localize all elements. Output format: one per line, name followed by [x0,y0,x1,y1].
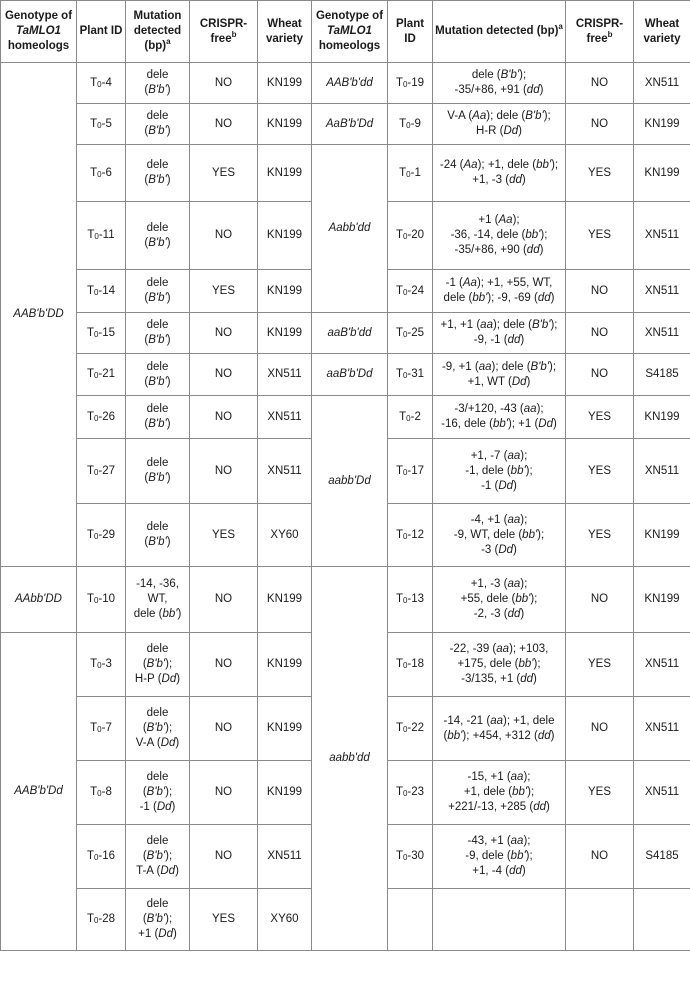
plant-id-cell: T0-26 [77,396,126,439]
mutation-cell: dele (B'b') [126,396,190,439]
mutation-cell: dele (B'b'); -35/+86, +91 (dd) [433,63,566,104]
variety-cell: XN511 [258,825,312,889]
mutation-cell: dele (B'b') [126,313,190,354]
table-row [1,145,690,202]
variety-cell: S4185 [634,825,690,889]
mutation-cell: -4, +1 (aa); -9, WT, dele (bb'); -3 (Dd) [433,504,566,567]
crispr-free-cell: NO [190,633,258,697]
crispr-free-cell: NO [566,270,634,313]
mutation-cell: -3/+120, -43 (aa); -16, dele (bb'); +1 (Dd) [433,396,566,439]
plant-id-cell: T0-1 [388,145,433,202]
crispr-free-cell: NO [566,104,634,145]
variety-cell: XY60 [258,889,312,951]
plant-id-cell: T0-9 [388,104,433,145]
variety-cell: KN199 [258,63,312,104]
plant-id-cell: T0-7 [77,697,126,761]
mutation-cell: -15, +1 (aa); +1, dele (bb'); +221/-13, +285 (dd) [433,761,566,825]
plant-id-cell: T0-14 [77,270,126,313]
genotype-cell: AAB'b'DD [1,63,77,567]
variety-cell: XN511 [634,439,690,504]
variety-cell: KN199 [258,202,312,270]
genotype-cell: AAB'b'Dd [1,633,77,951]
mutation-cell: +1, -3 (aa); +55, dele (bb'); -2, -3 (dd) [433,567,566,633]
plant-id-cell: T0-12 [388,504,433,567]
variety-cell: KN199 [634,396,690,439]
variety-cell: KN199 [634,104,690,145]
variety-cell: KN199 [258,761,312,825]
mutation-cell: V-A (Aa); dele (B'b'); H-R (Dd) [433,104,566,145]
variety-cell: KN199 [258,567,312,633]
table-row [1,313,690,354]
genotype-cell: aaB'b'Dd [312,354,388,396]
plant-id-cell: T0-18 [388,633,433,697]
crispr-free-cell: NO [566,825,634,889]
crispr-free-cell: NO [566,697,634,761]
variety-cell: KN199 [634,504,690,567]
empty-cell [433,889,566,951]
plant-id-cell: T0-8 [77,761,126,825]
mutation-cell: -1 (Aa); +1, +55, WT, dele (bb'); -9, -69 (dd) [433,270,566,313]
mutation-cell: dele (B'b'); -1 (Dd) [126,761,190,825]
plant-id-cell: T0-10 [77,567,126,633]
variety-cell: KN199 [258,313,312,354]
mutation-cell: -22, -39 (aa); +103, +175, dele (bb'); -3/135, +1 (dd) [433,633,566,697]
variety-cell: XN511 [634,270,690,313]
table-row [1,396,690,439]
empty-cell [634,889,690,951]
crispr-free-cell: YES [566,761,634,825]
plant-id-cell: T0-25 [388,313,433,354]
genotype-cell: AaB'b'Dd [312,104,388,145]
variety-cell: XN511 [634,63,690,104]
plant-id-cell: T0-6 [77,145,126,202]
crispr-free-cell: YES [566,202,634,270]
genotype-cell: AAbb'DD [1,567,77,633]
crispr-free-cell: NO [566,354,634,396]
crispr-free-cell: NO [190,202,258,270]
variety-cell: KN199 [258,270,312,313]
genotype-cell: Aabb'dd [312,145,388,313]
crispr-free-cell: NO [190,104,258,145]
mutation-cell: -24 (Aa); +1, dele (bb'); +1, -3 (dd) [433,145,566,202]
genotype-cell: aaB'b'dd [312,313,388,354]
crispr-free-cell: NO [190,313,258,354]
plant-id-cell: T0-22 [388,697,433,761]
header-variety: Wheat variety [634,1,690,63]
header-plant-id: Plant ID [77,1,126,63]
plant-id-cell: T0-17 [388,439,433,504]
genotype-cell: aabb'Dd [312,396,388,567]
mutation-cell: dele (B'b') [126,63,190,104]
crispr-free-cell: YES [190,270,258,313]
variety-cell: KN199 [258,633,312,697]
table-row [1,354,690,396]
mutation-cell: dele (B'b') [126,270,190,313]
variety-cell: XN511 [634,313,690,354]
mutation-cell: dele (B'b'); T-A (Dd) [126,825,190,889]
crispr-free-cell: NO [190,439,258,504]
header-crispr-free: CRISPR-free$^b$ [190,1,258,63]
plant-id-cell: T0-28 [77,889,126,951]
variety-cell: XY60 [258,504,312,567]
crispr-free-cell: NO [190,396,258,439]
plant-id-cell: T0-3 [77,633,126,697]
crispr-free-cell: YES [566,145,634,202]
crispr-free-cell: YES [190,889,258,951]
plant-id-cell: T0-30 [388,825,433,889]
table-row [1,63,690,104]
plant-id-cell: T0-11 [77,202,126,270]
variety-cell: XN511 [634,761,690,825]
variety-cell: XN511 [634,697,690,761]
mutation-cell: dele (B'b') [126,145,190,202]
plant-id-cell: T0-23 [388,761,433,825]
crispr-free-cell: YES [190,504,258,567]
crispr-free-cell: NO [190,825,258,889]
crispr-free-cell: NO [190,63,258,104]
plant-id-cell: T0-13 [388,567,433,633]
variety-cell: KN199 [634,567,690,633]
mutation-cell: dele (B'b') [126,354,190,396]
plant-id-cell: T0-29 [77,504,126,567]
variety-cell: XN511 [634,633,690,697]
plant-id-cell: T0-4 [77,63,126,104]
plant-id-cell: T0-27 [77,439,126,504]
crispr-free-cell: NO [190,354,258,396]
mutation-cell: +1 (Aa); -36, -14, dele (bb'); -35/+86, +90 (dd) [433,202,566,270]
mutation-cell: dele (B'b'); H-P (Dd) [126,633,190,697]
variety-cell: XN511 [258,396,312,439]
variety-cell: KN199 [258,104,312,145]
header-genotype: Genotype of TaMLO1 homeologs [1,1,77,63]
mutation-cell: -9, +1 (aa); dele (B'b'); +1, WT (Dd) [433,354,566,396]
mutation-cell: dele (B'b') [126,104,190,145]
table-row [1,104,690,145]
header-mutation: Mutation detected (bp)$^a$ [126,1,190,63]
genotype-cell: AAB'b'dd [312,63,388,104]
plant-id-cell: T0-31 [388,354,433,396]
crispr-free-cell: NO [566,567,634,633]
mutation-cell: -14, -21 (aa); +1, dele (bb'); +454, +312 (dd) [433,697,566,761]
mutation-cell: -43, +1 (aa); -9, dele (bb'); +1, -4 (dd) [433,825,566,889]
plant-id-cell: T0-16 [77,825,126,889]
plant-id-cell: T0-19 [388,63,433,104]
empty-cell [388,889,433,951]
variety-cell: S4185 [634,354,690,396]
mutation-cell: -14, -36, WT, dele (bb') [126,567,190,633]
crispr-free-cell: NO [190,567,258,633]
variety-cell: KN199 [634,145,690,202]
header-plant-id: Plant ID [388,1,433,63]
mutation-cell: dele (B'b') [126,504,190,567]
crispr-free-cell: NO [566,63,634,104]
crispr-free-cell: YES [566,504,634,567]
variety-cell: XN511 [258,439,312,504]
plant-id-cell: T0-21 [77,354,126,396]
plant-id-cell: T0-15 [77,313,126,354]
crispr-free-cell: YES [566,396,634,439]
header-mutation: Mutation detected (bp)$^a$ [433,1,566,63]
mutation-cell: dele (B'b'); +1 (Dd) [126,889,190,951]
mutation-cell: dele (B'b') [126,439,190,504]
variety-cell: KN199 [258,145,312,202]
genotype-cell: aabb'dd [312,567,388,951]
plant-id-cell: T0-5 [77,104,126,145]
crispr-free-cell: YES [190,145,258,202]
crispr-free-cell: NO [190,697,258,761]
header-crispr-free: CRISPR-free$^b$ [566,1,634,63]
mutation-cell: dele (B'b') [126,202,190,270]
empty-cell [566,889,634,951]
table-row [1,567,690,633]
crispr-free-cell: NO [190,761,258,825]
crispr-free-cell: YES [566,633,634,697]
mutation-cell: +1, -7 (aa); -1, dele (bb'); -1 (Dd) [433,439,566,504]
header-row [1,1,690,63]
crispr-free-cell: YES [566,439,634,504]
variety-cell: XN511 [258,354,312,396]
header-genotype: Genotype of TaMLO1 homeologs [312,1,388,63]
plant-id-cell: T0-2 [388,396,433,439]
variety-cell: KN199 [258,697,312,761]
mutation-cell: +1, +1 (aa); dele (B'b'); -9, -1 (dd) [433,313,566,354]
header-variety: Wheat variety [258,1,312,63]
mutation-cell: dele (B'b'); V-A (Dd) [126,697,190,761]
plant-id-cell: T0-24 [388,270,433,313]
variety-cell: XN511 [634,202,690,270]
crispr-free-cell: NO [566,313,634,354]
plant-id-cell: T0-20 [388,202,433,270]
